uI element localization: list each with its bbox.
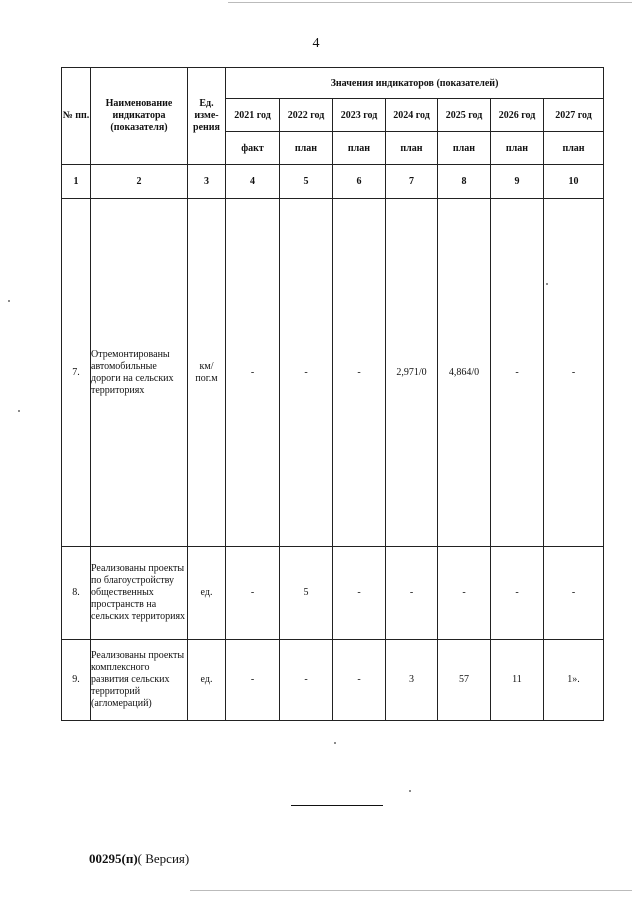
signature-divider — [291, 805, 383, 806]
indicator-name: Реализованы проекты по благоустройству общественных пространств на сельских территориях — [91, 547, 188, 640]
value-2023: - — [333, 640, 386, 721]
value-2022: 5 — [280, 547, 333, 640]
scan-speck — [334, 742, 336, 744]
footer-document-code — [89, 851, 189, 867]
value-2026: - — [491, 547, 544, 640]
value-2021: - — [226, 199, 280, 547]
value-2027: - — [544, 547, 604, 640]
value-2024: - — [386, 547, 438, 640]
value-2024: 2,971/0 — [386, 199, 438, 547]
value-2021: - — [226, 547, 280, 640]
page-number: 4 — [312, 36, 320, 51]
table-row — [62, 199, 604, 547]
column-number: 9 — [491, 165, 544, 199]
header-year-2024: 2024 год — [386, 99, 438, 132]
column-number: 8 — [438, 165, 491, 199]
header-name: Наименование индикатора (показателя) — [91, 68, 188, 165]
table-row — [62, 640, 604, 721]
value-2025: 4,864/0 — [438, 199, 491, 547]
value-2023: - — [333, 199, 386, 547]
scan-speck — [18, 410, 20, 412]
value-2021: - — [226, 640, 280, 721]
column-number: 2 — [91, 165, 188, 199]
value-2024: 3 — [386, 640, 438, 721]
column-number: 10 — [544, 165, 604, 199]
header-type-2024: план — [386, 132, 438, 165]
header-values-title: Значения индикаторов (показателей) — [226, 68, 604, 99]
value-2025: - — [438, 547, 491, 640]
column-number-row — [62, 165, 604, 199]
header-year-2027: 2027 год — [544, 99, 604, 132]
document-code: 00295(п) — [89, 851, 138, 866]
header-type-2021: факт — [226, 132, 280, 165]
unit-cell: ед. — [188, 640, 226, 721]
unit-cell: км/ пог.м — [188, 199, 226, 547]
value-2027: - — [544, 199, 604, 547]
header-num: № пп. — [62, 68, 91, 165]
header-type-2023: план — [333, 132, 386, 165]
row-number: 8. — [62, 547, 91, 640]
header-year-2021: 2021 год — [226, 99, 280, 132]
scan-artifact-line — [190, 890, 632, 891]
scan-speck — [546, 283, 548, 285]
indicator-name: Отремонтированы автомобильные дороги на сельских территориях — [91, 199, 188, 547]
value-2025: 57 — [438, 640, 491, 721]
column-number: 7 — [386, 165, 438, 199]
header-year-2026: 2026 год — [491, 99, 544, 132]
header-type-2025: план — [438, 132, 491, 165]
indicators-table — [61, 67, 604, 721]
value-2022: - — [280, 199, 333, 547]
row-number: 7. — [62, 199, 91, 547]
header-row-main — [62, 68, 604, 99]
column-number: 6 — [333, 165, 386, 199]
header-type-2026: план — [491, 132, 544, 165]
column-number: 4 — [226, 165, 280, 199]
column-number: 3 — [188, 165, 226, 199]
scan-speck — [409, 790, 411, 792]
header-type-2022: план — [280, 132, 333, 165]
indicator-name: Реализованы проекты комплексного развития сельских территорий (агломераций) — [91, 640, 188, 721]
scan-speck — [8, 300, 10, 302]
value-2023: - — [333, 547, 386, 640]
header-type-2027: план — [544, 132, 604, 165]
value-2026: - — [491, 199, 544, 547]
column-number: 1 — [62, 165, 91, 199]
column-number: 5 — [280, 165, 333, 199]
header-year-2022: 2022 год — [280, 99, 333, 132]
unit-cell: ед. — [188, 547, 226, 640]
value-2027: 1». — [544, 640, 604, 721]
table-row — [62, 547, 604, 640]
row-number: 9. — [62, 640, 91, 721]
scan-artifact-line — [228, 2, 632, 3]
header-year-2025: 2025 год — [438, 99, 491, 132]
value-2022: - — [280, 640, 333, 721]
header-year-2023: 2023 год — [333, 99, 386, 132]
value-2026: 11 — [491, 640, 544, 721]
header-unit: Ед. изме-рения — [188, 68, 226, 165]
document-version: ( Версия) — [137, 851, 190, 866]
